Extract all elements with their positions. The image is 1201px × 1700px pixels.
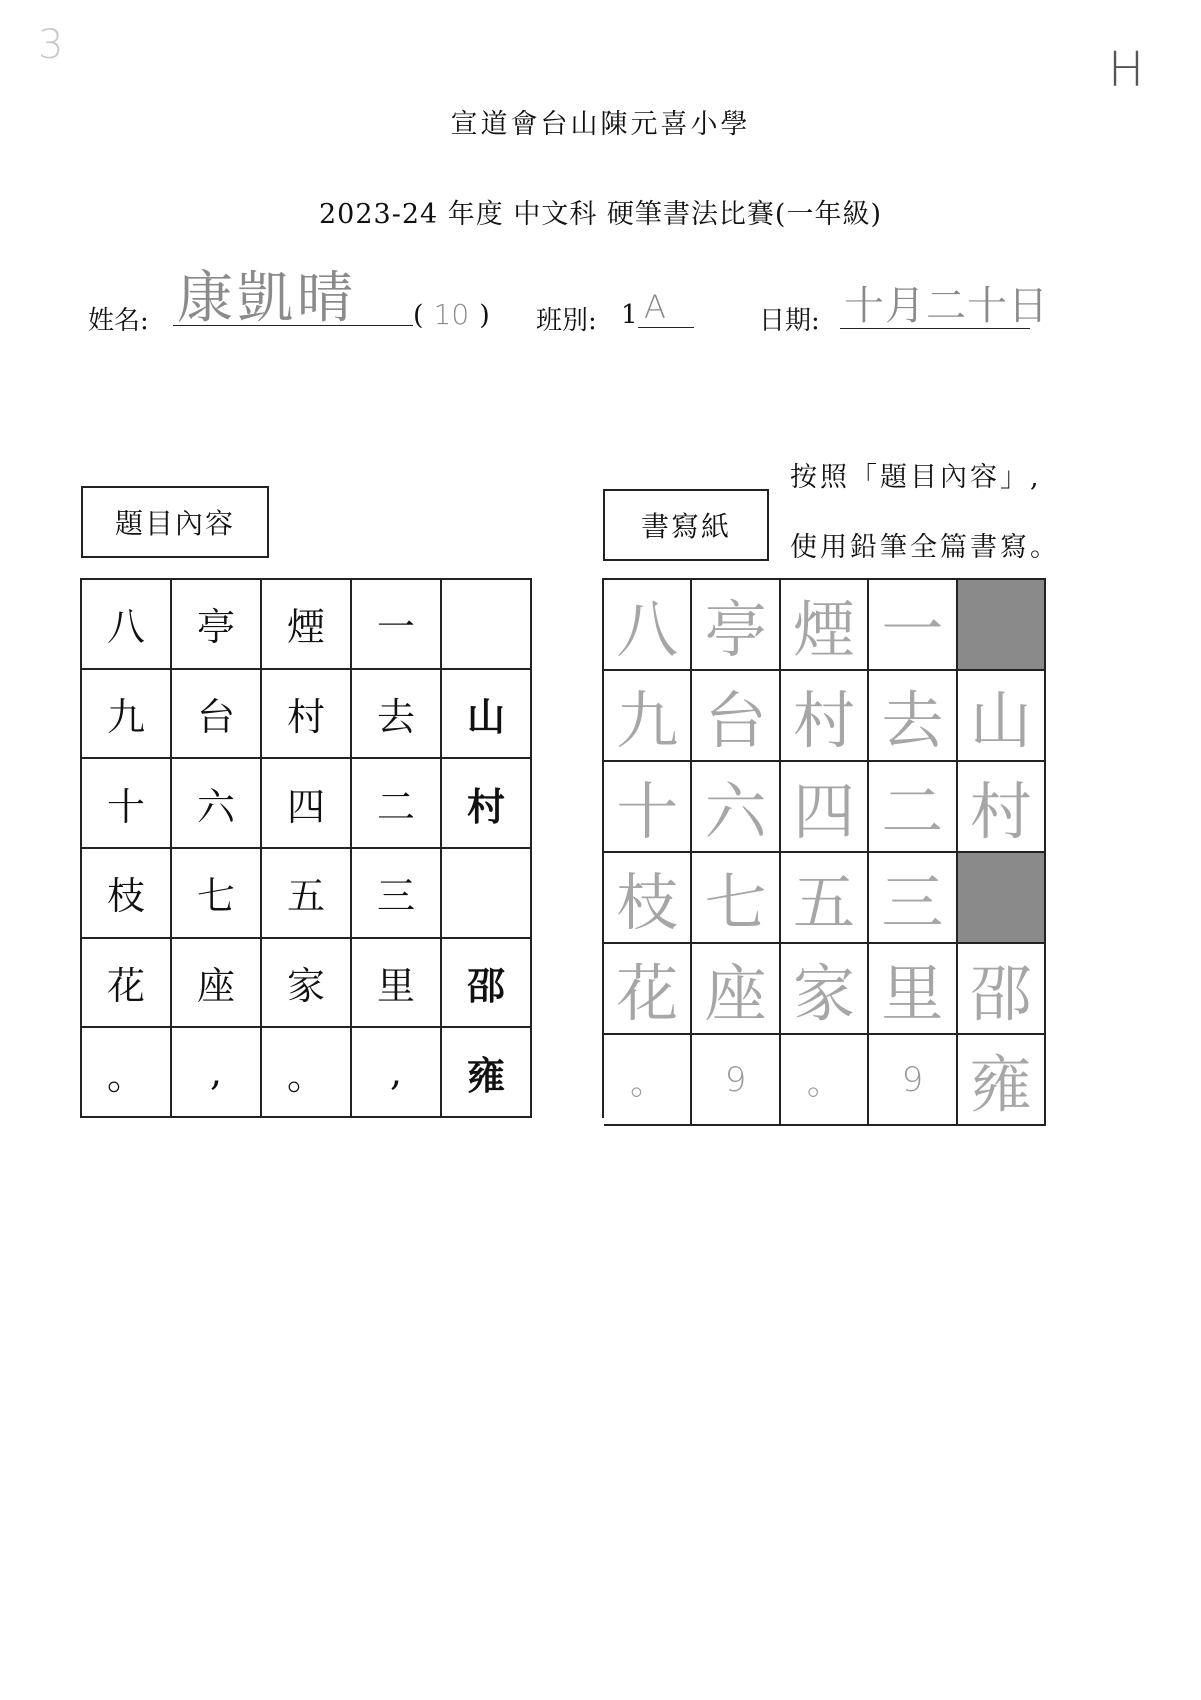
prompt-cell: 。 bbox=[82, 1028, 172, 1118]
writing-cell: 家 bbox=[781, 944, 869, 1035]
writing-cell: 亭 bbox=[692, 580, 780, 671]
writing-cell: 9 bbox=[869, 1035, 957, 1126]
class-number-open: ( bbox=[413, 300, 424, 331]
writing-cell: 台 bbox=[692, 671, 780, 762]
writing-cell: 花 bbox=[604, 944, 692, 1035]
prompt-cell: 煙 bbox=[262, 580, 352, 670]
instruction-line-2: 使用鉛筆全篇書寫。 bbox=[790, 532, 1060, 563]
prompt-cell: 村 bbox=[262, 670, 352, 760]
prompt-cell: 五 bbox=[262, 849, 352, 939]
instruction-line-1: 按照「題目內容」, bbox=[790, 462, 1042, 493]
prompt-cell: 九 bbox=[82, 670, 172, 760]
writing-cell: 邵 bbox=[958, 944, 1046, 1035]
class-label: 班別: bbox=[536, 306, 597, 336]
writing-cell: 山 bbox=[958, 671, 1046, 762]
name-value: 康凱晴 bbox=[177, 266, 357, 331]
prompt-cell: 一 bbox=[352, 580, 442, 670]
prompt-cell: 山 bbox=[442, 670, 532, 760]
writing-cell: 七 bbox=[692, 853, 780, 944]
date-field bbox=[840, 270, 1049, 329]
writing-cell: 煙 bbox=[781, 580, 869, 671]
prompt-cell: 里 bbox=[352, 939, 442, 1029]
writing-cell: 三 bbox=[869, 853, 957, 944]
prompt-cell: 邵 bbox=[442, 939, 532, 1029]
writing-cell: 枝 bbox=[604, 853, 692, 944]
prompt-cell: 七 bbox=[172, 849, 262, 939]
name-label: 姓名: bbox=[88, 306, 149, 336]
date-value: 十月二十日 bbox=[844, 283, 1049, 329]
prompt-cell: 台 bbox=[172, 670, 262, 760]
writing-cell: 里 bbox=[869, 944, 957, 1035]
prompt-content-label: 題目內容 bbox=[81, 486, 269, 558]
class-field bbox=[638, 288, 694, 328]
prompt-cell: 八 bbox=[82, 580, 172, 670]
prompt-cell: 家 bbox=[262, 939, 352, 1029]
class-number-group bbox=[413, 298, 490, 331]
writing-cell: 村 bbox=[781, 671, 869, 762]
shaded-cell bbox=[958, 853, 1046, 944]
writing-cell: 十 bbox=[604, 762, 692, 853]
writing-cell: 六 bbox=[692, 762, 780, 853]
writing-paper-grid bbox=[602, 578, 1046, 1121]
writing-cell: 村 bbox=[958, 762, 1046, 853]
writing-cell: 。 bbox=[781, 1035, 869, 1126]
prompt-cell: 枝 bbox=[82, 849, 172, 939]
prompt-cell: 十 bbox=[82, 759, 172, 849]
writing-cell: 9 bbox=[692, 1035, 780, 1126]
shaded-cell bbox=[958, 580, 1046, 671]
writing-paper-label: 書寫紙 bbox=[603, 489, 769, 561]
prompt-cell: 亭 bbox=[172, 580, 262, 670]
writing-cell: 去 bbox=[869, 671, 957, 762]
prompt-cell: 雍 bbox=[442, 1028, 532, 1118]
writing-cell: 九 bbox=[604, 671, 692, 762]
page-number-mark: 3 bbox=[38, 22, 64, 68]
writing-cell: 雍 bbox=[958, 1035, 1046, 1126]
prompt-cell: 座 bbox=[172, 939, 262, 1029]
prompt-cell: 二 bbox=[352, 759, 442, 849]
writing-cell: 五 bbox=[781, 853, 869, 944]
writing-cell: 四 bbox=[781, 762, 869, 853]
class-prefix: 1 bbox=[621, 300, 638, 330]
school-name: 宣道會台山陳元喜小學 bbox=[450, 109, 751, 140]
class-number-close: ) bbox=[479, 300, 490, 331]
prompt-cell bbox=[442, 580, 532, 670]
class-number-value: 10 bbox=[433, 298, 470, 331]
competition-title: 2023-24 年度 中文科 硬筆書法比賽(一年級) bbox=[318, 199, 882, 230]
prompt-cell: , bbox=[352, 1028, 442, 1118]
prompt-cell: 四 bbox=[262, 759, 352, 849]
date-label: 日期: bbox=[759, 306, 820, 336]
prompt-cell: 三 bbox=[352, 849, 442, 939]
prompt-content-grid bbox=[80, 578, 532, 1118]
name-field bbox=[173, 250, 413, 331]
class-value: A bbox=[644, 288, 666, 326]
writing-cell: 二 bbox=[869, 762, 957, 853]
writing-cell: 八 bbox=[604, 580, 692, 671]
corner-letter-mark: H bbox=[1108, 42, 1145, 98]
prompt-cell: 村 bbox=[442, 759, 532, 849]
prompt-cell: 。 bbox=[262, 1028, 352, 1118]
writing-cell: 。 bbox=[604, 1035, 692, 1126]
prompt-cell: , bbox=[172, 1028, 262, 1118]
writing-cell: 一 bbox=[869, 580, 957, 671]
prompt-cell: 花 bbox=[82, 939, 172, 1029]
prompt-cell: 六 bbox=[172, 759, 262, 849]
writing-cell: 座 bbox=[692, 944, 780, 1035]
prompt-cell: 去 bbox=[352, 670, 442, 760]
prompt-cell bbox=[442, 849, 532, 939]
